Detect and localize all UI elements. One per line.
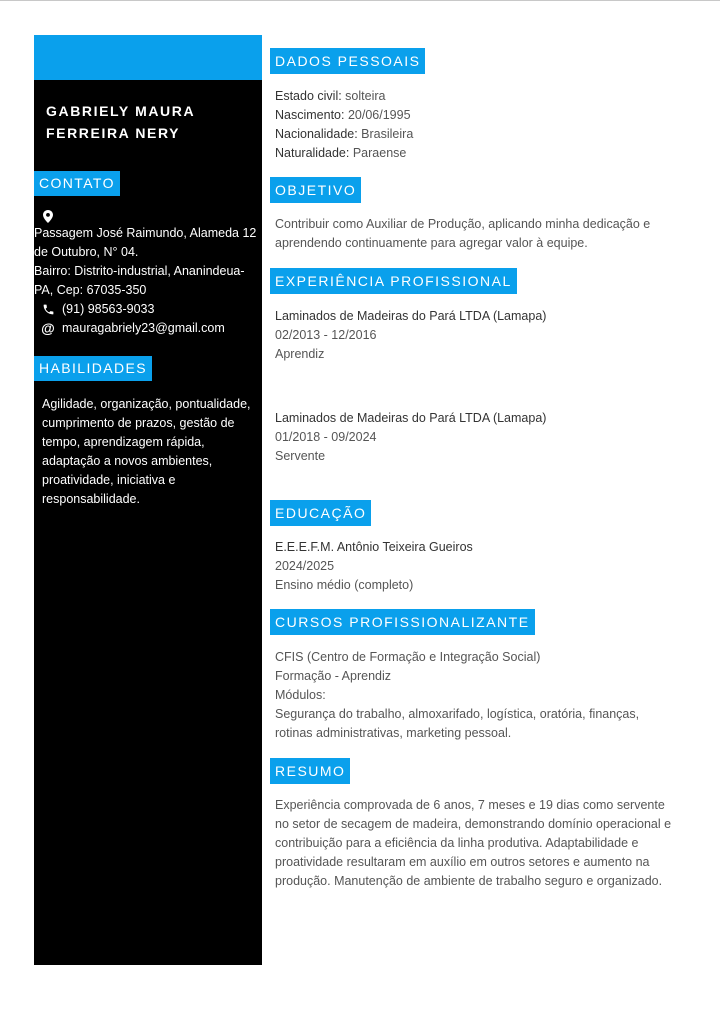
contact-heading: CONTATO (34, 171, 120, 196)
personal-row-naturality (275, 144, 675, 163)
job-1-role: Aprendiz (275, 347, 325, 361)
education-level: Ensino médio (completo) (275, 578, 414, 592)
address-line-1: Passagem José Raimundo, Alameda 12 (34, 226, 257, 240)
address-icon-row (34, 208, 262, 224)
job-1-period: 02/2013 - 12/2016 (275, 328, 377, 342)
personal-row-marital (275, 87, 675, 106)
course-institution: CFIS (Centro de Formação e Integração Social) (275, 650, 541, 664)
skills-text: Agilidade, organização, pontualidade, cumprimento de prazos, gestão de tempo, aprendizagem rápida, adaptação a novos ambientes, proatividade, iniciativa e responsabilidade. (42, 397, 251, 506)
courses (275, 648, 675, 743)
candidate-name-line1: GABRIELY MAURA (46, 103, 196, 119)
course-name: Formação - Aprendiz (275, 669, 392, 683)
job-2-role: Servente (275, 449, 326, 463)
course-modules: Segurança do trabalho, almoxarifado, logística, oratória, finanças, rotinas administrativas, marketing pessoal. (275, 707, 640, 740)
email-row (34, 319, 262, 338)
marital-value: solteira (341, 89, 386, 103)
address-line-2: de Outubro, N° 04. (34, 245, 139, 259)
job-2-company: Laminados de Madeiras do Pará LTDA (Lamapa) (275, 411, 547, 425)
marital-label: Estado civil: (275, 89, 342, 103)
contact-details (34, 208, 262, 338)
email-address[interactable]: mauragabriely23@gmail.com (62, 321, 225, 335)
nationality-value: Brasileira (357, 127, 414, 141)
summary-text: Experiência comprovada de 6 anos, 7 meses e 19 dias como servente no setor de secagem de madeira, demonstrando domínio operacional e contribuição para a eficiência da linha produtiva. Adaptabilidade e proatividade resultaram em auxílio em outros setores e aumento na produção. Manutenção de ambiente de trabalho seguro e organizado. (275, 798, 672, 888)
objective-text: Contribuir como Auxiliar de Produção, aplicando minha dedicação e aprendendo continuamente para agregar valor à equipe. (275, 217, 651, 250)
candidate-name (46, 100, 256, 144)
objective-heading: OBJETIVO (270, 177, 361, 203)
experience (275, 307, 675, 466)
summary-heading: RESUMO (270, 758, 350, 784)
education-period: 2024/2025 (275, 559, 335, 573)
course-modules-label: Módulos: (275, 688, 326, 702)
at-sign-icon: @ (41, 320, 55, 336)
address-line-3: Bairro: Distrito-industrial, Ananindeua- (34, 264, 245, 278)
personal-row-nationality (275, 125, 675, 144)
personal-data-heading: DADOS PESSOAIS (270, 48, 425, 74)
education-school: E.E.E.F.M. Antônio Teixeira Gueiros (275, 540, 473, 554)
map-pin-icon (40, 208, 56, 224)
education-heading: EDUCAÇÃO (270, 500, 371, 526)
objective (275, 215, 675, 253)
phone-number[interactable]: (91) 98563-9033 (62, 302, 155, 316)
phone-row (34, 300, 262, 319)
phone-icon (40, 302, 56, 318)
experience-heading: EXPERIÊNCIA PROFISSIONAL (270, 268, 517, 294)
naturality-label: Naturalidade: (275, 146, 350, 160)
personal-row-birth (275, 106, 675, 125)
top-border (0, 0, 720, 1)
job-2-period: 01/2018 - 09/2024 (275, 430, 377, 444)
naturality-value: Paraense (349, 146, 407, 160)
personal-data (275, 87, 675, 163)
courses-heading: CURSOS PROFISSIONALIZANTE (270, 609, 535, 635)
address-line-4: PA, Cep: 67035-350 (34, 283, 147, 297)
education (275, 538, 675, 595)
summary (275, 796, 675, 891)
sidebar (34, 35, 262, 965)
candidate-name-line2: FERREIRA NERY (46, 125, 181, 141)
nationality-label: Nacionalidade: (275, 127, 358, 141)
skills-heading: HABILIDADES (34, 356, 152, 381)
sidebar-accent-bar (34, 35, 262, 80)
job-1-company: Laminados de Madeiras do Pará LTDA (Lamapa) (275, 309, 547, 323)
birth-label: Nascimento: (275, 108, 345, 122)
birth-value: 20/06/1995 (344, 108, 411, 122)
